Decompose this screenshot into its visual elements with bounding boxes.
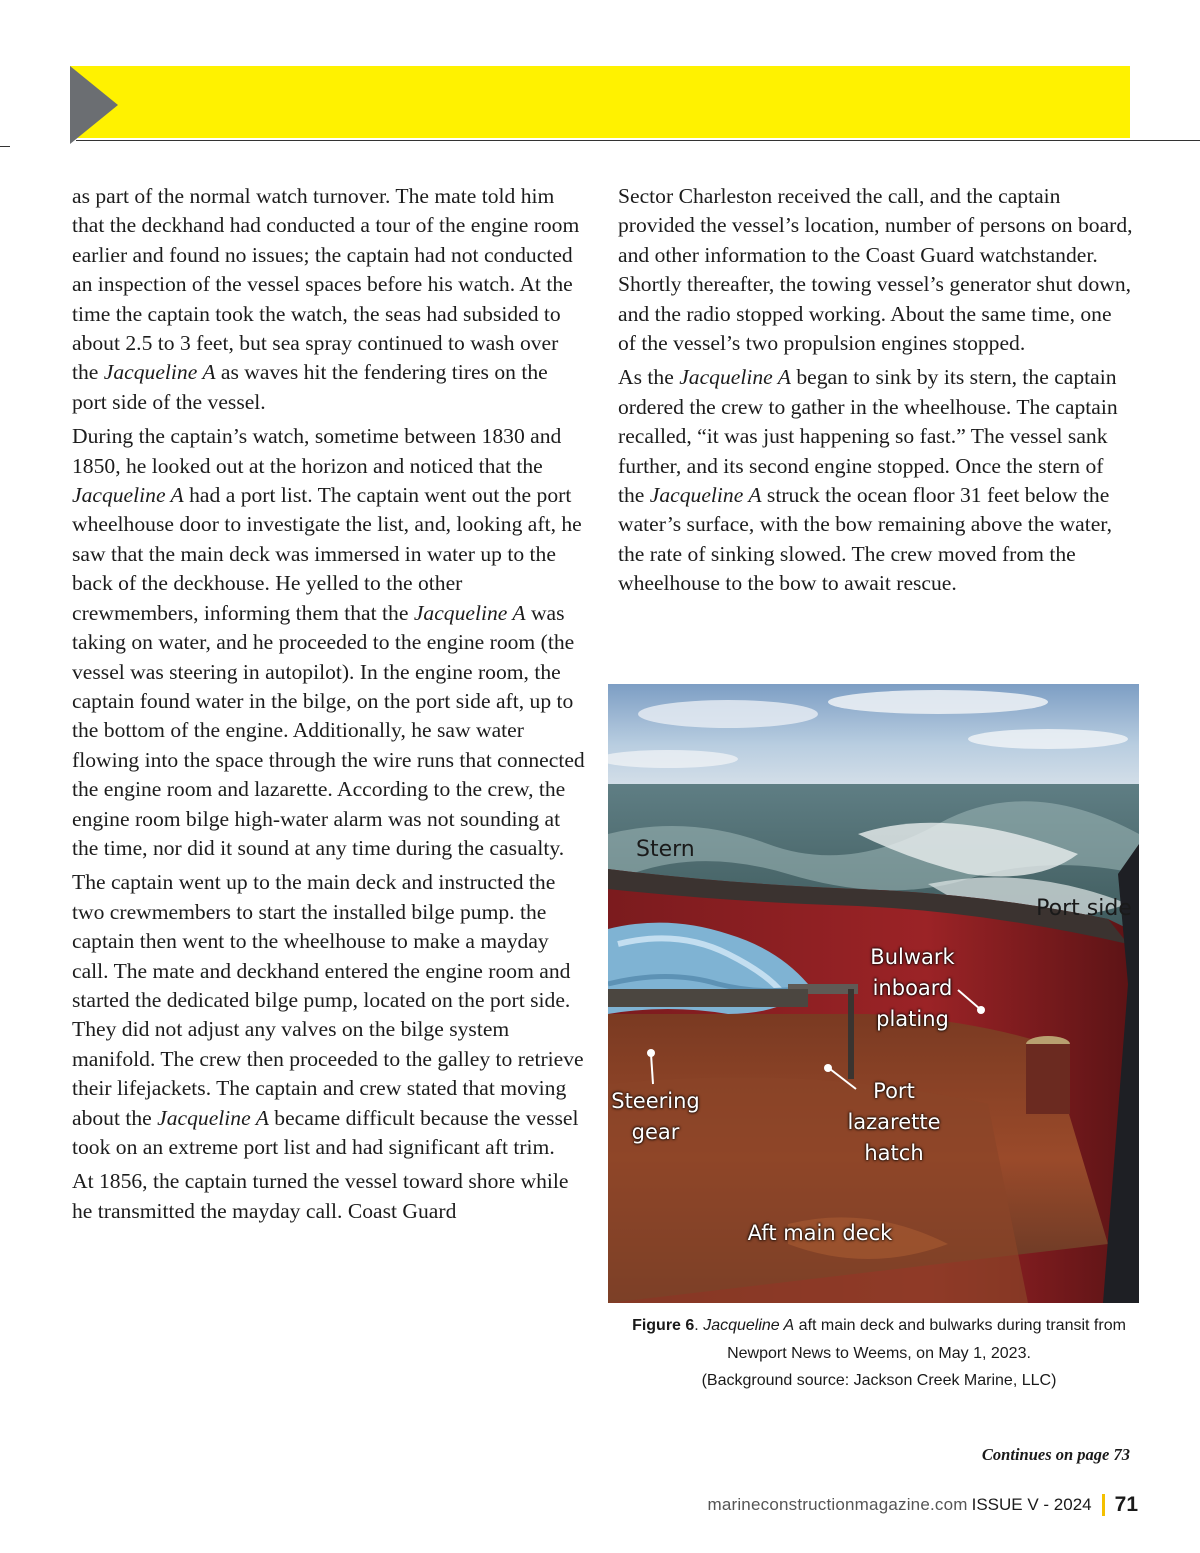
label-bulwark: Bulwark inboard plating bbox=[870, 945, 955, 1031]
page-footer bbox=[707, 1490, 1138, 1520]
page-number: 71 bbox=[1114, 1493, 1138, 1516]
text-run: began to sink by its stern, the captain ordered the crew to gather in the wheelhouse. The captain recalled, “it was just happening so fast.” The vessel sank further, and its second engine stopped. Once the stern of the bbox=[618, 365, 1118, 508]
text-run: was taking on water, and he proceeded to the engine room (the vessel was steering in autopilot). In the engine room, the captain found water in the bilge, on the port side aft, up to the bottom of the engine. Additionally, he saw water flowing into the space through the wire runs that connected the engine room and lazarette. According to the crew, the engine room bilge high-water alarm was not sounding at the time, nor did it sound at any time during the casualty. bbox=[72, 600, 585, 860]
paragraph bbox=[618, 363, 1134, 598]
vessel-name: Jacqueline A bbox=[103, 360, 216, 385]
caption-vessel: Jacqueline A bbox=[703, 1317, 795, 1334]
text-run: as part of the normal watch turnover. The mate told him that the deckhand had conducted a tour of the engine room earlier and found no issues; the captain had not conducted an inspection of the vessel spaces before his watch. At the time the captain took the watch, the seas had subsided to about 2.5 to 3 feet, but sea spray continued to wash over the bbox=[72, 184, 580, 385]
footer-accent-bar bbox=[1102, 1494, 1105, 1516]
continues-note: Continues on page 73 bbox=[981, 1445, 1130, 1464]
caption-source: (Background source: Jackson Creek Marine, LLC) bbox=[701, 1372, 1057, 1389]
header-rule bbox=[76, 140, 1200, 141]
paragraph bbox=[72, 1167, 586, 1226]
label-stern: Stern bbox=[636, 837, 695, 862]
footer-site: marineconstructionmagazine.com bbox=[707, 1495, 968, 1514]
label-port-side: Port side bbox=[1036, 896, 1132, 921]
figure-caption bbox=[614, 1312, 1144, 1395]
vessel-name: Jacqueline A bbox=[157, 1105, 269, 1130]
vessel-name: Jacqueline A bbox=[679, 365, 791, 390]
text-run: had a port list. The captain went out the port wheelhouse door to investigate the list, and, looking aft, he saw that the main deck was immersed in water up to the back of the deckhouse. He yelled to the other crewmembers, informing them that the bbox=[72, 483, 582, 625]
text-run: At 1856, the captain turned the vessel toward shore while he transmitted the mayday call. Coast Guard bbox=[72, 1169, 569, 1223]
left-column bbox=[72, 182, 586, 1231]
banner-arrow-icon bbox=[70, 66, 118, 144]
footer-issue: ISSUE V - 2024 bbox=[971, 1495, 1092, 1514]
text-run: struck the ocean floor 31 feet below the water’s surface, with the bow remaining above the water, the rate of sinking slowed. The crew moved from the wheelhouse to the bow to await rescue. bbox=[618, 483, 1113, 596]
paragraph bbox=[72, 182, 586, 417]
label-steering-gear: Steering gear bbox=[611, 1089, 700, 1144]
vessel-name: Jacqueline A bbox=[72, 483, 184, 508]
paragraph bbox=[72, 868, 586, 1162]
header-banner bbox=[70, 66, 1130, 138]
figure-photo bbox=[608, 684, 1139, 1303]
vessel-name: Jacqueline A bbox=[649, 483, 762, 508]
caption-text: aft main deck and bulwarks during transit from Newport News to Weems, on May 1, 2023. bbox=[727, 1317, 1126, 1362]
paragraph bbox=[72, 422, 586, 863]
label-aft-main-deck: Aft main deck bbox=[747, 1221, 893, 1245]
label-port-lazarette: Port lazarette hatch bbox=[847, 1079, 941, 1165]
caption-figure-number: Figure 6 bbox=[632, 1317, 695, 1334]
paragraph bbox=[618, 182, 1134, 358]
caption-separator: . bbox=[694, 1317, 704, 1334]
right-column bbox=[618, 182, 1134, 604]
text-run: Sector Charleston received the call, and the captain provided the vessel’s location, number of persons on board, and other information to the Coast Guard watchstander. Shortly thereafter, the towing vessel’s generator shut down, and the radio stopped working. About the same time, one of the vessel’s two propulsion engines stopped. bbox=[618, 184, 1133, 356]
text-run: as waves hit the fendering tires on the port side of the vessel. bbox=[72, 360, 548, 414]
text-run: became difficult because the vessel took on an extreme port list and had significant aft trim. bbox=[72, 1105, 579, 1159]
vessel-name: Jacqueline A bbox=[413, 600, 526, 625]
text-run: As the bbox=[618, 365, 680, 390]
header-rule-left bbox=[0, 146, 10, 147]
text-run: The captain went up to the main deck and instructed the two crewmembers to start the installed bilge pump. the captain then went to the wheelhouse to make a mayday call. The mate and deckhand entered the engine room and started the dedicated bilge pump, located on the port side. They did not adjust any valves on the bilge system manifold. The crew then proceeded to the galley to retrieve their lifejackets. The captain and crew stated that moving about the bbox=[72, 870, 584, 1130]
text-run: During the captain’s watch, sometime between 1830 and 1850, he looked out at the horizon and noticed that the bbox=[72, 424, 562, 478]
